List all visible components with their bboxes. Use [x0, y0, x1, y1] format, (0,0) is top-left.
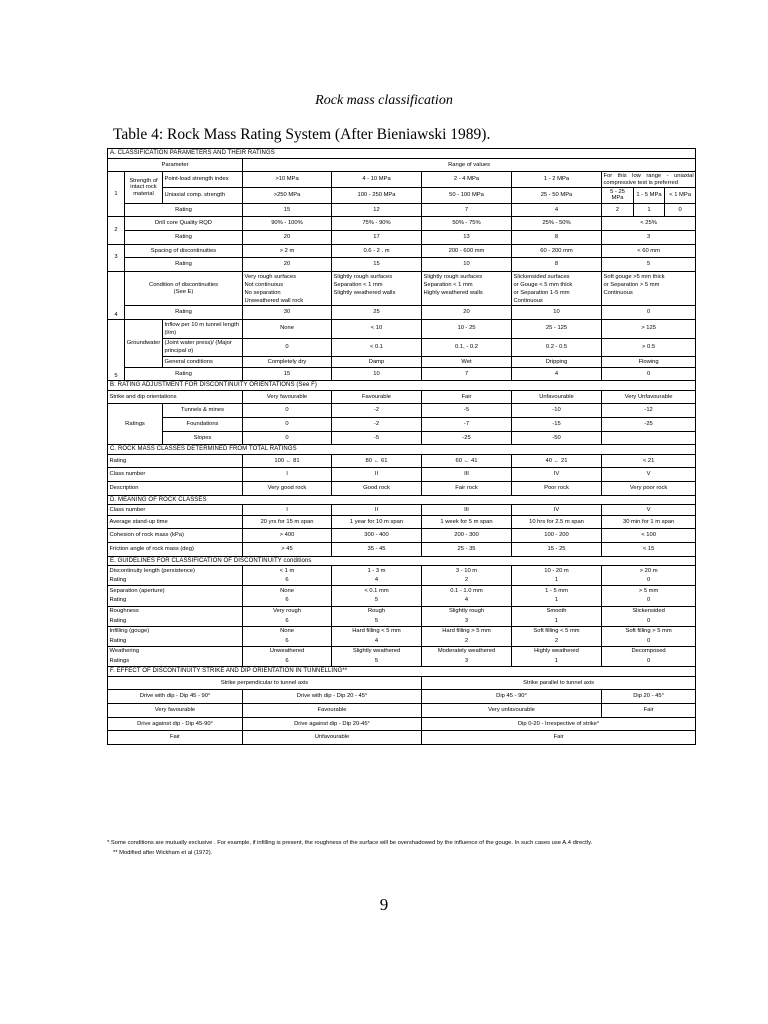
rating-cell: 0 [602, 576, 696, 586]
rating-label: Rating [125, 306, 243, 320]
table-cell: I [243, 468, 332, 482]
table-cell: 25 - 50 MPa [512, 187, 602, 203]
condition-line: Slightly weathered walls [333, 289, 396, 296]
rating-cell: 30 [243, 306, 332, 320]
table-cell: -2 [332, 418, 422, 432]
rating-cell: 0 [602, 657, 696, 667]
table-cell: None [243, 626, 332, 636]
row-label: Description [108, 482, 243, 496]
table-cell: 1 - 2 MPa [512, 172, 602, 188]
row-label: Infilling (gouge) [108, 626, 243, 636]
condition-line: Separation < 1 mm [423, 281, 473, 288]
rating-cell: 20 [422, 306, 512, 320]
table-cell: V [602, 505, 696, 516]
table-cell: -10 [512, 404, 602, 418]
section-f-title: F. EFFECT OF DISCONTINUITY STRIKE AND DIP ORIENTATION IN TUNNELLING** [108, 667, 696, 677]
table-header-cell: Very favourable [243, 390, 332, 404]
table-cell: 0.1 - 1.0 mm [422, 586, 512, 596]
table-cell: Unweathered [243, 646, 332, 656]
table-cell: -25 [602, 418, 696, 432]
running-title: Rock mass classification [315, 93, 453, 108]
param-number: 1 [108, 172, 125, 217]
rating-cell: 0 [602, 616, 696, 626]
strike-parallel-header: Strike parallel to tunnel axis [422, 676, 696, 690]
table-cell: > 2 m [243, 244, 332, 258]
rating-cell: 5 [602, 258, 696, 272]
table-header-cell: Fair [422, 390, 512, 404]
table-cell: 10 - 20 m [512, 566, 602, 576]
condition-line: or Gouge < 5 mm thick [513, 281, 573, 288]
table-cell: Foundations [163, 418, 243, 432]
row-label: Roughness [108, 606, 243, 616]
table-cell: Fair [422, 731, 696, 745]
table-cell: Fair [108, 731, 243, 745]
condition-line: or Separation 1-5 mm [513, 289, 570, 296]
rating-cell: 2 [422, 576, 512, 586]
inflow-label: Inflow per 10 m tunnel length (l/m) [163, 319, 243, 338]
param-number: 3 [108, 244, 125, 271]
table-cell: Unfavourable [243, 731, 422, 745]
row-label: Class number [108, 468, 243, 482]
table-cell: > 125 [602, 319, 696, 338]
condition-cell [512, 271, 602, 306]
rating-cell: 15 [243, 203, 332, 217]
table-cell: Flowing [602, 357, 696, 368]
table-cell: > 20 m [602, 566, 696, 576]
row-label: Average stand-up time [108, 515, 243, 529]
table-cell: < 1 m [243, 566, 332, 576]
rating-cell: 20 [243, 230, 332, 244]
table-cell: >10 MPa [243, 172, 332, 188]
spacing-label: Spacing of discontinuities [125, 244, 243, 258]
table-cell: 3 - 10 m [422, 566, 512, 576]
table-cell: < 1 MPa [665, 187, 696, 203]
table-cell: None [243, 586, 332, 596]
row-label: Discontinuity length (persistence) [108, 566, 243, 576]
table-cell: Good rock [332, 482, 422, 496]
table-cell: -5 [422, 404, 512, 418]
table-cell: 0 [243, 338, 332, 357]
rating-cell: 13 [422, 230, 512, 244]
condition-line: Unweathered wall rock [244, 297, 304, 304]
rating-cell: 7 [422, 203, 512, 217]
table-cell: Smooth [512, 606, 602, 616]
condition-cell [422, 271, 512, 306]
table-cell: 25 - 35 [422, 543, 512, 557]
table-cell: Favourable [243, 703, 422, 717]
rating-cell: 15 [243, 367, 332, 381]
rating-cell: 15 [332, 258, 422, 272]
table-cell: Drive against dip - Dip 20-45° [243, 717, 422, 731]
table-cell: 1 - 5 mm [512, 586, 602, 596]
rating-cell: 6 [243, 616, 332, 626]
table-cell: 50 - 100 MPa [422, 187, 512, 203]
rating-cell: 10 [332, 367, 422, 381]
table-cell: 0 [243, 404, 332, 418]
table-cell: > 45 [243, 543, 332, 557]
table-cell: < 100 [602, 529, 696, 543]
rating-label: Rating [125, 258, 243, 272]
table-cell: -12 [602, 404, 696, 418]
rating-label: Rating [125, 230, 243, 244]
rating-cell: 5 [332, 596, 422, 606]
rating-cell: 1 [512, 596, 602, 606]
table-cell: V [602, 468, 696, 482]
table-cell: 100 ← 81 [243, 454, 332, 468]
footnotes [107, 838, 697, 858]
table-cell: < 15 [602, 543, 696, 557]
table-cell: 1 week for 5 m span [422, 515, 512, 529]
table-cell: Highly weathered [512, 646, 602, 656]
table-cell: II [332, 505, 422, 516]
table-cell: 50% - 75% [422, 217, 512, 231]
table-cell: 2 - 4 MPa [422, 172, 512, 188]
rating-cell: 10 [422, 258, 512, 272]
rating-cell: 7 [422, 367, 512, 381]
rating-cell: 0 [602, 596, 696, 606]
condition-line: Slightly rough surfaces [423, 273, 483, 280]
rating-cell: 4 [422, 596, 512, 606]
table-cell: Dip 0-20 - Irrespective of strike° [422, 717, 696, 731]
table-cell: -2 [332, 404, 422, 418]
rating-cell: 0 [665, 203, 696, 217]
table-header-cell: Very Unfavourable [602, 390, 696, 404]
table-cell: 0.2 - 0.5 [512, 338, 602, 357]
table-cell: Slopes [163, 431, 243, 445]
rating-cell: 3 [422, 616, 512, 626]
table-cell: Very good rock [243, 482, 332, 496]
table-header-cell: Unfavourable [512, 390, 602, 404]
rating-cell: 2 [602, 203, 634, 217]
row-label: Cohesion of rock mass (kPa) [108, 529, 243, 543]
table-cell: < 25% [602, 217, 696, 231]
table-cell: III [422, 468, 512, 482]
table-cell: -15 [512, 418, 602, 432]
rating-cell: 6 [243, 657, 332, 667]
rating-label: Rating [108, 596, 243, 606]
table-cell: < 10 [332, 319, 422, 338]
table-cell: -5 [332, 431, 422, 445]
table-cell: 20 yrs for 15 m span [243, 515, 332, 529]
table-cell: 200 - 300 [422, 529, 512, 543]
table-cell: 25% - 50% [512, 217, 602, 231]
table-cell: 5 - 25 MPa [602, 187, 634, 203]
rating-label: Rating [125, 367, 243, 381]
table-cell: I [243, 505, 332, 516]
table-cell: IV [512, 505, 602, 516]
rating-cell: 5 [332, 616, 422, 626]
rating-cell: 2 [512, 636, 602, 646]
rating-cell: 4 [512, 367, 602, 381]
table-cell: 100 - 250 MPa [332, 187, 422, 203]
table-cell: Dip 45 - 90° [422, 690, 602, 704]
condition-line: Very rough surfaces [244, 273, 297, 280]
table-cell: Damp [332, 357, 422, 368]
table-cell: 1 year for 10 m span [332, 515, 422, 529]
table-cell: -50 [512, 431, 602, 445]
rating-cell: 4 [332, 636, 422, 646]
condition-line: Continuous [513, 297, 543, 304]
table-cell: 60 - 200 mm [512, 244, 602, 258]
rating-label: Ratings [108, 657, 243, 667]
condition-line: Separation < 1 mm [333, 281, 383, 288]
table-cell: 30 min for 1 m span [602, 515, 696, 529]
rating-cell: 3 [422, 657, 512, 667]
table-cell: Completely dry [243, 357, 332, 368]
rating-cell: 20 [243, 258, 332, 272]
table-cell: Poor rock [512, 482, 602, 496]
table-cell: 4 - 10 MPa [332, 172, 422, 188]
rqd-label: Drill core Quality RQD [125, 217, 243, 231]
row-label: Class number [108, 505, 243, 516]
table-caption: Table 4: Rock Mass Rating System (After Bieniawski 1989). [113, 126, 491, 143]
table-cell: III [422, 505, 512, 516]
table-cell: II [332, 468, 422, 482]
table-cell: 60 ← 41 [422, 454, 512, 468]
condition-line: Slightly rough surfaces [333, 273, 393, 280]
param-number: 5 [108, 319, 125, 380]
strike-perpendicular-header: Strike perpendicular to tunnel axis [108, 676, 422, 690]
rating-cell: 0 [602, 636, 696, 646]
condition-line: or Separation > 5 mm [603, 281, 660, 288]
point-load-label: Point-load strength index [163, 172, 243, 188]
table-cell: >250 MPa [243, 187, 332, 203]
table-cell: -7 [422, 418, 512, 432]
table-cell: 200 - 600 mm [422, 244, 512, 258]
rating-cell: 3 [602, 230, 696, 244]
table-cell: Soft filling > 5 mm [602, 626, 696, 636]
table-cell: Wet [422, 357, 512, 368]
table-cell: Moderately weathered [422, 646, 512, 656]
condition-line: Slickensided surfaces [513, 273, 570, 280]
table-cell: None [243, 319, 332, 338]
table-cell: Very poor rock [602, 482, 696, 496]
table-cell: 0 [243, 431, 332, 445]
page-number: 9 [379, 895, 389, 914]
table-cell: 75% - 90% [332, 217, 422, 231]
table-cell: < 0.1 mm [332, 586, 422, 596]
rating-label: Rating [108, 616, 243, 626]
section-a-title: A. CLASSIFICATION PARAMETERS AND THEIR RATINGS [108, 149, 696, 159]
rating-cell: 10 [512, 306, 602, 320]
rating-cell: 1 [512, 616, 602, 626]
table-header-cell: Favourable [332, 390, 422, 404]
condition-cell [602, 271, 696, 306]
table-cell: 15 - 25 [512, 543, 602, 557]
rating-cell: 8 [512, 230, 602, 244]
row-label: Rating [108, 454, 243, 468]
rating-label: Rating [125, 203, 243, 217]
table-cell: < 0.1 [332, 338, 422, 357]
table-cell: Tunnels & mines [163, 404, 243, 418]
uniaxial-label: Uniaxial comp. strength [163, 187, 243, 203]
row-label: Separation (aperture) [108, 586, 243, 596]
table-cell: 0 [243, 418, 332, 432]
condition-label [125, 271, 243, 306]
table-cell: Very favourable [108, 703, 243, 717]
condition-cell [243, 271, 332, 306]
condition-line: Highly weathered walls [423, 289, 483, 296]
table-cell: 90% - 100% [243, 217, 332, 231]
table-cell: < 21 [602, 454, 696, 468]
table-cell: 10 - 25 [422, 319, 512, 338]
table-cell: Drive with dip - Dip 45 - 90° [108, 690, 243, 704]
table-cell: 40 ← 21 [512, 454, 602, 468]
condition-line: Continuous [603, 289, 633, 296]
table-cell: Rough [332, 606, 422, 616]
rating-cell: 0 [602, 306, 696, 320]
table-header-cell: Strike and dip orientations [108, 390, 243, 404]
table-cell: -25 [422, 431, 512, 445]
table-cell: Fair rock [422, 482, 512, 496]
water-ratio-label: (Joint water press)/ (Major principal σ) [163, 338, 243, 357]
param-number: 4 [108, 271, 125, 319]
rating-cell: 12 [332, 203, 422, 217]
table-cell: For this low range - uniaxial compressive test is preferred [603, 172, 694, 186]
table-cell: Decomposed [602, 646, 696, 656]
general-conditions-label: General conditions [163, 357, 243, 368]
table-cell: 300 - 400 [332, 529, 422, 543]
table-cell: 35 - 45 [332, 543, 422, 557]
condition-line: No separation [244, 289, 281, 296]
strength-label: Strength of intact rock material [125, 172, 163, 204]
table-cell: 1 - 3 m [332, 566, 422, 576]
condition-label-line: (See E) [173, 288, 194, 295]
rating-label: Rating [108, 576, 243, 586]
header-parameter: Parameter [108, 158, 243, 172]
header-range: Range of values [243, 158, 696, 172]
table-cell: Slightly weathered [332, 646, 422, 656]
rating-cell: 1 [634, 203, 665, 217]
table-cell: > 5 mm [602, 586, 696, 596]
table-cell: Dripping [512, 357, 602, 368]
table-cell: Hard filling > 5 mm [422, 626, 512, 636]
table-cell: Hard filling < 5 mm [332, 626, 422, 636]
section-b-title: B. RATING ADJUSTMENT FOR DISCONTINUITY ORIENTATIONS (See F) [108, 381, 696, 391]
table-cell: 10 hrs for 2.5 m span [512, 515, 602, 529]
rating-cell: 5 [332, 657, 422, 667]
condition-line: Soft gouge >5 mm thick [603, 273, 665, 280]
table-cell: > 400 [243, 529, 332, 543]
table-cell: Very rough [243, 606, 332, 616]
condition-cell [332, 271, 422, 306]
table-cell: Drive against dip - Dip 45-90° [108, 717, 243, 731]
rating-cell: 6 [243, 596, 332, 606]
table-cell: Dip 20 - 45° [602, 690, 696, 704]
table-cell: Drive with dip - Dip 20 - 45° [243, 690, 422, 704]
rating-label: Rating [108, 636, 243, 646]
condition-line: Not continuous [244, 281, 284, 288]
section-e-title: E. GUIDELINES FOR CLASSIFICATION OF DISCONTINUITY conditions [108, 556, 696, 566]
footnote: ** Modified after Wickham et al (1972). [113, 850, 213, 856]
table-cell: Very unfavourable [422, 703, 602, 717]
section-d-title: D. MEANING OF ROCK CLASSES [108, 495, 696, 505]
footnote: * Some conditions are mutually exclusive . For example, if infilling is present, the roughness of the surface will be overshadowed by the influence of the gouge. In such cases use A.4 directly. [107, 840, 593, 846]
section-c-title: C. ROCK MASS CLASSES DETERMINED FROM TOTAL RATINGS [108, 445, 696, 455]
rating-cell: 17 [332, 230, 422, 244]
table-cell: 0.1, - 0.2 [422, 338, 512, 357]
table-cell [602, 431, 696, 445]
rating-cell: 4 [332, 576, 422, 586]
ratings-label: Ratings [108, 404, 163, 445]
table-cell: Fair [602, 703, 696, 717]
rating-cell: 4 [512, 203, 602, 217]
rating-cell: 25 [332, 306, 422, 320]
param-number: 2 [108, 217, 125, 244]
rating-cell: 1 [512, 576, 602, 586]
row-label: Weathering [108, 646, 243, 656]
table-cell: 1 - 5 MPa [634, 187, 665, 203]
rating-cell: 6 [243, 576, 332, 586]
table-cell: 25 - 125 [512, 319, 602, 338]
table-cell: 100 - 200 [512, 529, 602, 543]
table-cell: < 60 mm [602, 244, 696, 258]
rating-cell: 8 [512, 258, 602, 272]
table-cell: 80 ← 61 [332, 454, 422, 468]
groundwater-label: Groundwater [125, 319, 163, 367]
rating-cell: 0 [602, 367, 696, 381]
row-label: Friction angle of rock mass (deg) [108, 543, 243, 557]
table-cell: Slickensided [602, 606, 696, 616]
table-cell: Slightly rough [422, 606, 512, 616]
table-cell: 0.6 - 2 . m [332, 244, 422, 258]
table-cell: IV [512, 468, 602, 482]
rmr-table [107, 148, 696, 745]
rating-cell: 1 [512, 657, 602, 667]
condition-label-line: Condition of discontinuities [149, 281, 218, 288]
table-cell: Soft filling < 5 mm [512, 626, 602, 636]
rating-cell: 6 [243, 636, 332, 646]
rating-cell: 2 [422, 636, 512, 646]
table-cell: > 0.5 [602, 338, 696, 357]
